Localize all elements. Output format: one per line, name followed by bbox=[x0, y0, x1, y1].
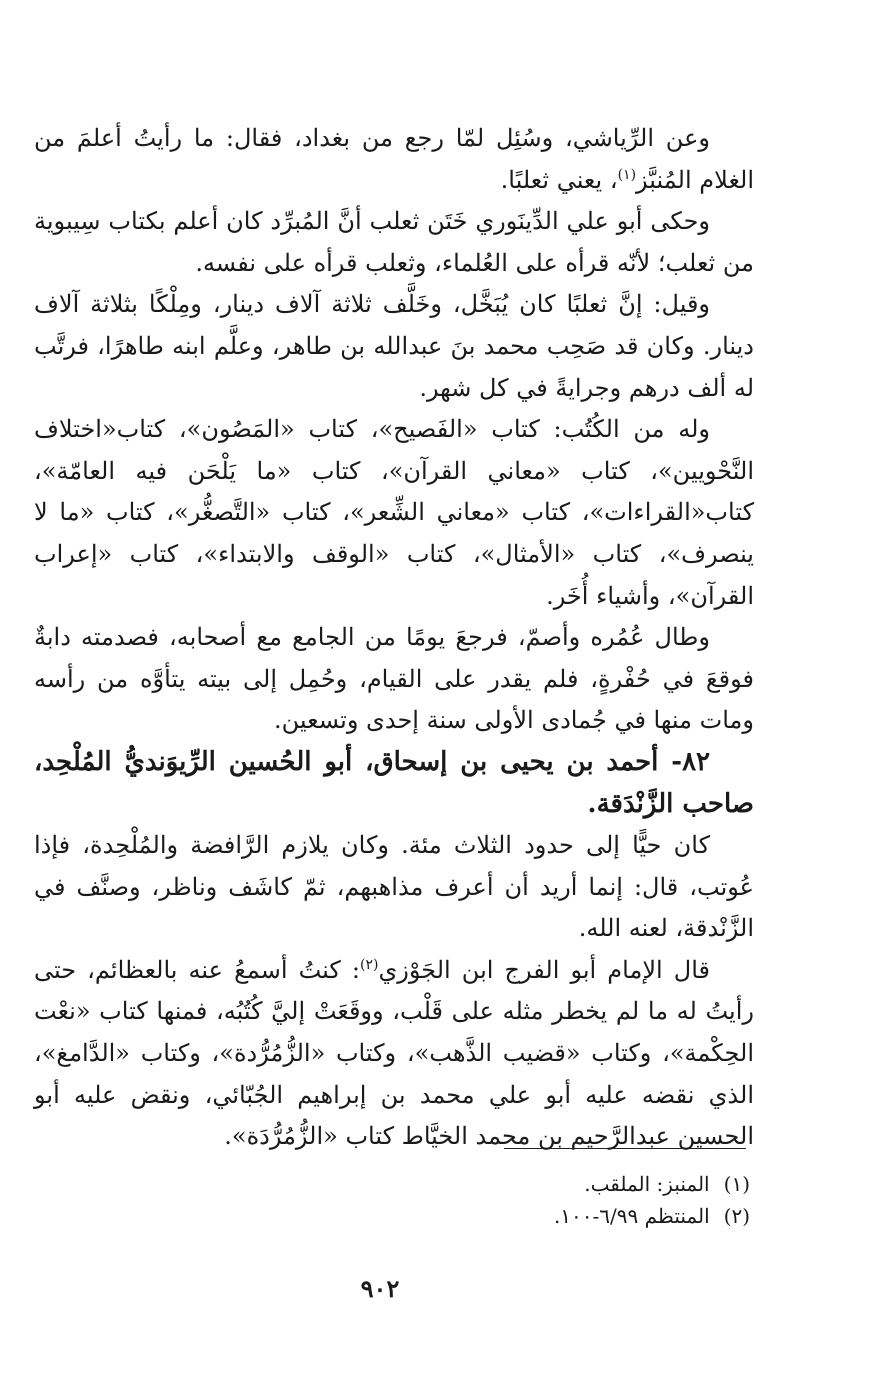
footnote-2 bbox=[420, 1200, 750, 1232]
paragraph-wealth: وقيل: إنَّ ثعلبًا كان يُبَخَّل، وخَلَّف ثلاثة آلاف دينار، ومِلْكًا بثلاثة آلاف دينار. وكان قد صَحِب محمد بنَ عبدالله بن طاهر، وعلَّم ابنه طاهرًا، فرتَّب له ألف درهم وجرايةً في كل شهر. bbox=[34, 290, 754, 402]
page-number: ٩٠٢ bbox=[360, 1274, 400, 1303]
page-body bbox=[34, 118, 754, 1158]
paragraph-tail: : كنتُ أسمعُ عنه بالعظائم، حتى رأيتُ له ما لم يخطر مثله على قَلْب، ووقَعَتْ إليَّ كُتُبُه، فمنها كتاب «نعْت الحِكْمة»، وكتاب «قضيب الذَّهب»، وكتاب «الزُّمُرُّدة»، وكتاب «الدَّامغ»، الذي نقضه عليه أبو علي محمد بن إبراهيم الجُبّائي، ونقض عليه أبو الحسين عبدالرَّحيم بن محمد الخيَّاط كتاب «الزُّمُرُّدَة». bbox=[34, 955, 754, 1151]
footnote-text: المنبز: الملقب. bbox=[584, 1172, 710, 1196]
footnote-number: (٢) bbox=[723, 1204, 750, 1228]
footnote-divider bbox=[504, 1148, 746, 1149]
paragraph-books: وله من الكُتُب: كتاب «الفَصيح»، كتاب «المَصُون»، كتاب«اختلاف النَّحْويين»، كتاب «معاني القرآن»، كتاب «ما يَلْحَن فيه العامّة»، كتاب«القراءات»، كتاب «معاني الشِّعر»، كتاب «التَّصغُّر»، كتاب «ما لا ينصرف»، كتاب «الأمثال»، كتاب «الوقف والابتداء»، كتاب «إعراب القرآن»، وأشياء أُخَر. bbox=[34, 415, 754, 610]
paragraph-text: وعن الرِّياشي، وسُئِل لمّا رجع من بغداد، فقال: ما رأيتُ أعلمَ من الغلام المُنبَّز bbox=[34, 124, 754, 194]
footnote-number: (١) bbox=[723, 1172, 750, 1196]
paragraph-zandaqa: كان حيًّا إلى حدود الثلاث مئة. وكان يلازم الرَّافضة والمُلْحِدة، فإذا عُوتب، قال: إنما أريد أن أعرف مذاهبهم، ثمّ كاشَف وناظر، وصنَّف في الزَّنْدقة، لعنه الله. bbox=[34, 831, 754, 943]
paragraph-text: قال الإمام أبو الفرج ابن الجَوْزي bbox=[378, 955, 710, 984]
entry-heading-82: ٨٢- أحمد بن يحيى بن إسحاق، أبو الحُسين الرِّيوَنديُّ المُلْحِد، صاحب الزَّنْدَقة. bbox=[34, 746, 754, 819]
paragraph-tail: ، يعني ثعلبًا. bbox=[500, 165, 618, 194]
paragraph-dinawari: وحكى أبو علي الدِّينَوري خَتَن ثعلب أنَّ المُبرِّد كان أعلم بكتاب سِيبوية من ثعلب؛ لأنّه قرأه على العُلماء، وثعلب قرأه على نفسه. bbox=[34, 207, 754, 277]
footnote-ref-1[interactable]: (١) bbox=[617, 166, 637, 183]
footnote-1 bbox=[420, 1168, 750, 1200]
footnotes bbox=[420, 1168, 750, 1232]
paragraph-ibn-jawzi bbox=[34, 950, 754, 1158]
footnote-text: المنتظم ٦/٩٩-١٠٠. bbox=[553, 1204, 710, 1228]
paragraph-death: وطال عُمُره وأصمّ، فرجعَ يومًا من الجامع مع أصحابه، فصدمته دابةٌ فوقعَ في حُفْرةٍ، فلم يقدر على القيام، وحُمِل إلى بيته يتأوَّه من رأسه ومات منها في جُمادى الأولى سنة إحدى وتسعين. bbox=[34, 623, 754, 735]
footnote-ref-2[interactable]: (٢) bbox=[360, 956, 379, 973]
paragraph-riyashi bbox=[34, 118, 754, 201]
